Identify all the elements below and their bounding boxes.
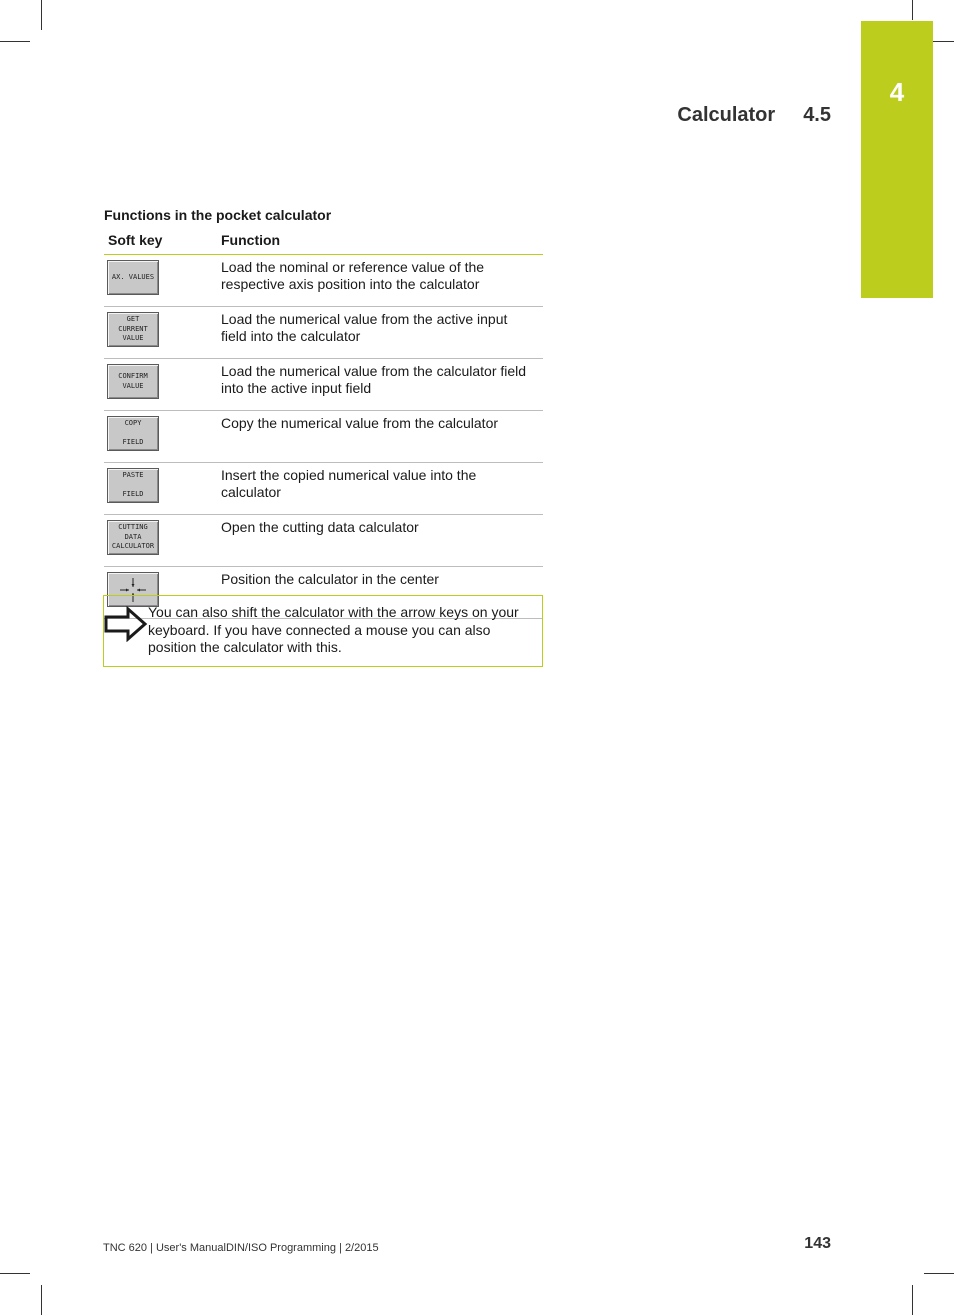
table-row [104,359,543,411]
function-description: Copy the numerical value from the calculator [211,411,543,463]
crop-mark [0,1273,30,1274]
functions-table [104,228,543,619]
softkey-get-current-value: GET CURRENT VALUE [107,312,159,347]
crop-mark [41,0,42,30]
page-number: 143 [804,1235,831,1252]
softkey-paste-field: PASTE FIELD [107,468,159,503]
crop-mark [41,1285,42,1315]
footer-text: TNC 620 | User's ManualDIN/ISO Programming | 2/2015 [103,1242,379,1254]
softkey-ax-values: AX. VALUES [107,260,159,295]
table-row [104,463,543,515]
column-header-softkey: Soft key [104,228,211,255]
table-row [104,255,543,307]
softkey-copy-field: COPY FIELD [107,416,159,451]
function-description: Position the calculator in the center [211,567,543,619]
function-description: Load the numerical value from the calculator field into the active input field [211,359,543,411]
function-description: Load the numerical value from the active input field into the calculator [211,307,543,359]
table-row [104,515,543,567]
function-description: Insert the copied numerical value into the calculator [211,463,543,515]
crop-mark [912,0,913,20]
table-row [104,307,543,359]
chapter-tab [861,21,933,298]
section-header [677,104,831,127]
crop-mark [924,1273,954,1274]
arrow-right-icon [104,606,148,642]
softkey-confirm-value: CONFIRM VALUE [107,364,159,399]
note-icon-container [104,596,148,666]
crop-mark [912,1285,913,1315]
subheading: Functions in the pocket calculator [104,207,332,223]
function-description: Open the cutting data calculator [211,515,543,567]
chapter-number: 4 [889,77,905,107]
note-box [103,595,543,667]
function-description: Load the nominal or reference value of the respective axis position into the calculator [211,255,543,307]
table-row [104,411,543,463]
column-header-function: Function [211,228,543,255]
table-header-row [104,228,543,255]
crop-mark [0,41,30,42]
softkey-cutting-data-calculator: CUTTING DATA CALCULATOR [107,520,159,555]
note-text: You can also shift the calculator with the arrow keys on your keyboard. If you have connected a mouse you can also position the calculator with this. [148,604,519,655]
section-number: 4.5 [803,104,831,126]
section-title: Calculator [677,104,776,126]
